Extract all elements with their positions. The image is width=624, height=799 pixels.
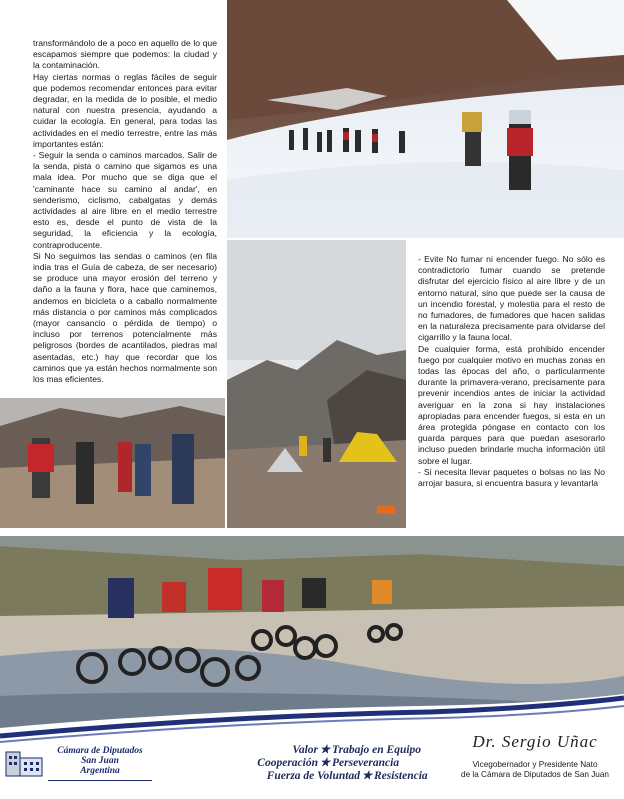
hikers-image	[0, 398, 225, 528]
value-2: Trabajo en Equipo	[332, 744, 422, 756]
logo-line-2: San Juan	[81, 756, 119, 766]
paragraph: Hay ciertas normas o reglas fáciles de seguir que podemos recomendar entonces para evitar degradar, en la medida de lo posible, el medio natural con nuestra presencia, ayudando a cuidar la ecología. En general, para todas las actividades en el medio terrestre, entre las más importantes están:	[33, 71, 217, 149]
building-icon	[4, 748, 44, 778]
signature-block	[452, 732, 618, 780]
logo-underline	[48, 780, 152, 781]
logo-line-3: Argentina	[80, 766, 120, 776]
signature-name: Dr. Sergio Uñac	[472, 732, 598, 751]
snow-trek-image	[227, 0, 624, 238]
star-icon: ★	[319, 744, 331, 756]
paragraph: Si No seguimos las sendas o caminos (en fila india tras el Guía de cabeza, de ser necesario) se produce una mayor erosión del terreno y daño a la fauna y flora, hace que caminemos, andemos en bicicleta o a caballo normalmente más distancia o por caminos más complicados (mayor cansancio o pérdida de tiempo) o incluso por terrenos potencialmente más peligrosos (bordes de acantilados, piedras mal asentadas, etc.) hay que recordar que los caminos que ya están hechos normalmente son los mas eficientes.	[33, 250, 217, 385]
values-list	[232, 744, 442, 783]
value-6: Resistencia	[374, 770, 428, 782]
camara-logo	[4, 742, 154, 784]
camp-image	[227, 240, 406, 528]
value-1: Valor	[292, 744, 318, 756]
photo-snow-trek	[227, 0, 624, 238]
signature-role-1: Vicegobernador y Presidente Nato	[472, 760, 598, 769]
value-5: Fuerza de Voluntad	[266, 770, 360, 782]
photo-hikers	[0, 398, 225, 528]
photo-camp-tents	[227, 240, 406, 528]
left-text-column	[33, 38, 217, 385]
star-icon: ★	[361, 770, 373, 782]
right-text-column	[418, 254, 605, 489]
star-icon: ★	[319, 757, 331, 769]
paragraph: - Seguir la senda o caminos marcados. Salir de la senda, pista o camino que sigamos es una mala idea. Por mucho que se diga que el 'caminante hace su camino al andar', en senderismo, ciclismo, cabalgatas y demás actividades al aire libre en el medio terrestre esto es, desde el punto de vista de la seguridad, la eficiencia y la ecología, contraproducente.	[33, 150, 217, 250]
value-4: Perseverancia	[332, 757, 400, 769]
logo-line-1: Cámara de Diputados	[57, 746, 143, 756]
paragraph: transformándolo de a poco en aquello de lo que escapamos siempre que podemos: la ciudad y la contaminación.	[33, 38, 217, 71]
value-3: Cooperación	[257, 757, 318, 769]
paragraph: - Si necesita llevar paquetes o bolsas no las No arrojar basura, si encuentra basura y levantarla	[418, 466, 605, 489]
signature-role-2: de la Cámara de Diputados de San Juan	[461, 770, 609, 779]
paragraph: - Evite No fumar ni encender fuego. No sólo es contradictorio fumar cuando se pretende disfrutar del ejercicio físico al aire libre y de un entorno natural, sino que puede ser la causa de un incendio forestal, y molestia para el resto de no fumadores, de fumadores que hacen salidas en la naturaleza precisamente para olvidarse del cigarrillo y la fauna local.	[418, 254, 605, 343]
paragraph: De cualquier forma, está prohibido encender fuego por cualquier motivo en muchas zonas en todas las épocas del año, o particularmente durante la primavera-verano, precisamente para prevenir incendios antes de iniciar la actividad averiguar en la zona si hay instalaciones apropiadas para encender fuegos, si esta en un área protegida póngase en contacto con los guarda parques para que puedan asesorarlo incluso pueden brindarle mucha información útil sobre el lugar.	[418, 343, 605, 466]
